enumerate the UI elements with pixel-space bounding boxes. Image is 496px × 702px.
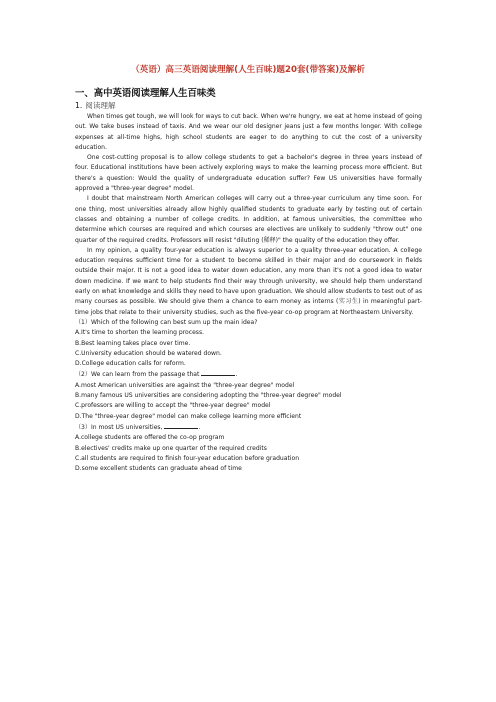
question-3-stem-tail: . [198, 423, 201, 431]
subheading-text: 阅读理解 [85, 101, 116, 110]
question-2-option-b: B.many famous US universities are considering adopting the "three-year degree" model [75, 392, 342, 400]
question-3-option-c: C.all students are required to finish four-year education before graduation [75, 454, 300, 462]
paragraph-1: When times get tough, we will look for ways to cut back. When we're hungry, we eat at home instead of going out. We take buses instead of taxis. And we wear our old designer jeans just a few months longer. With college expenses at all-time highs, high school students are eager to do anything to cut the cost of a university education. [75, 113, 422, 151]
question-2-option-c: C.professors are willing to accept the "three-year degree" model [75, 402, 271, 410]
passage-body [75, 112, 422, 474]
question-1-option-c: C.University education should be watered down. [75, 349, 222, 357]
question-1-stem: （1）Which of the following can best sum up the main idea? [75, 318, 258, 326]
question-2-stem-tail: . [235, 371, 238, 379]
question-1-option-b: B.Best learning takes place over time. [75, 339, 191, 347]
question-3-option-d: D.some excellent students can graduate ahead of time [75, 465, 242, 473]
answer-blank [164, 422, 201, 431]
question-3 [75, 422, 422, 433]
question-2-stem: （2）We can learn from the passage that [75, 371, 200, 379]
question-2-option-d: D.The "three-year degree" model can make college learning more efficient [75, 412, 302, 420]
question-2-option-a: A.most American universities are against the "three-year degree" model [75, 381, 295, 389]
document-title: （英语）高三英语阅读理解(人生百味)题20套(带答案)及解析 [131, 65, 365, 75]
question-3-stem: （3）In most US universities, [75, 423, 163, 431]
paragraph-3: I doubt that mainstream North American colleges will carry out a three-year curriculum any time soon. For one thing, most universities already allow highly qualified students to graduate early by testing out of certain classes and obtaining a number of college credits. In addition, at famous universities, the committee who determine which courses are required and which courses are electives are unlikely to suddenly "throw out" one quarter of the required credits. Professors will resist "diluting (稀释)" the quality of the education they offer. [75, 195, 422, 244]
subheading-number: 1. [75, 101, 83, 110]
subheading [75, 100, 116, 111]
paragraph-2: One cost-cutting proposal is to allow college students to get a bachelor's degree in three years instead of four. Educational institutions have been actively exploring ways to make the learning process more efficient. But there's a question: Would the quality of undergraduate education suffer? Few US universities have formally approved a "three-year degree" model. [75, 154, 422, 193]
section-heading: 一、高中英语阅读理解人生百味类 [75, 88, 216, 99]
question-3-option-b: B.electives' credits make up one quarter of the required credits [75, 444, 267, 452]
question-1-option-a: A.It's time to shorten the learning process. [75, 329, 205, 337]
question-2 [75, 369, 422, 380]
question-1-option-d: D.College education calls for reform. [75, 360, 186, 368]
question-3-option-a: A.college students are offered the co-op program [75, 434, 225, 442]
paragraph-4: In my opinion, a quality four-year education is always superior to a quality three-year education. A college education requires sufficient time for a student to become skilled in their major and do coursework in fields outside their major. It is not a good idea to water down education, any more than it's not a good idea to water down medicine. If we want to help students find their way through university, we should help them understand early on what knowledge and skills they need to have upon graduation. We should allow students to test out of as many courses as possible. We should give them a chance to earn money as interns (实习生) in meaningful part-time jobs that relate to their university studies, such as the five-year co-op program at Northeastern University. [75, 246, 422, 316]
answer-blank [201, 369, 238, 379]
